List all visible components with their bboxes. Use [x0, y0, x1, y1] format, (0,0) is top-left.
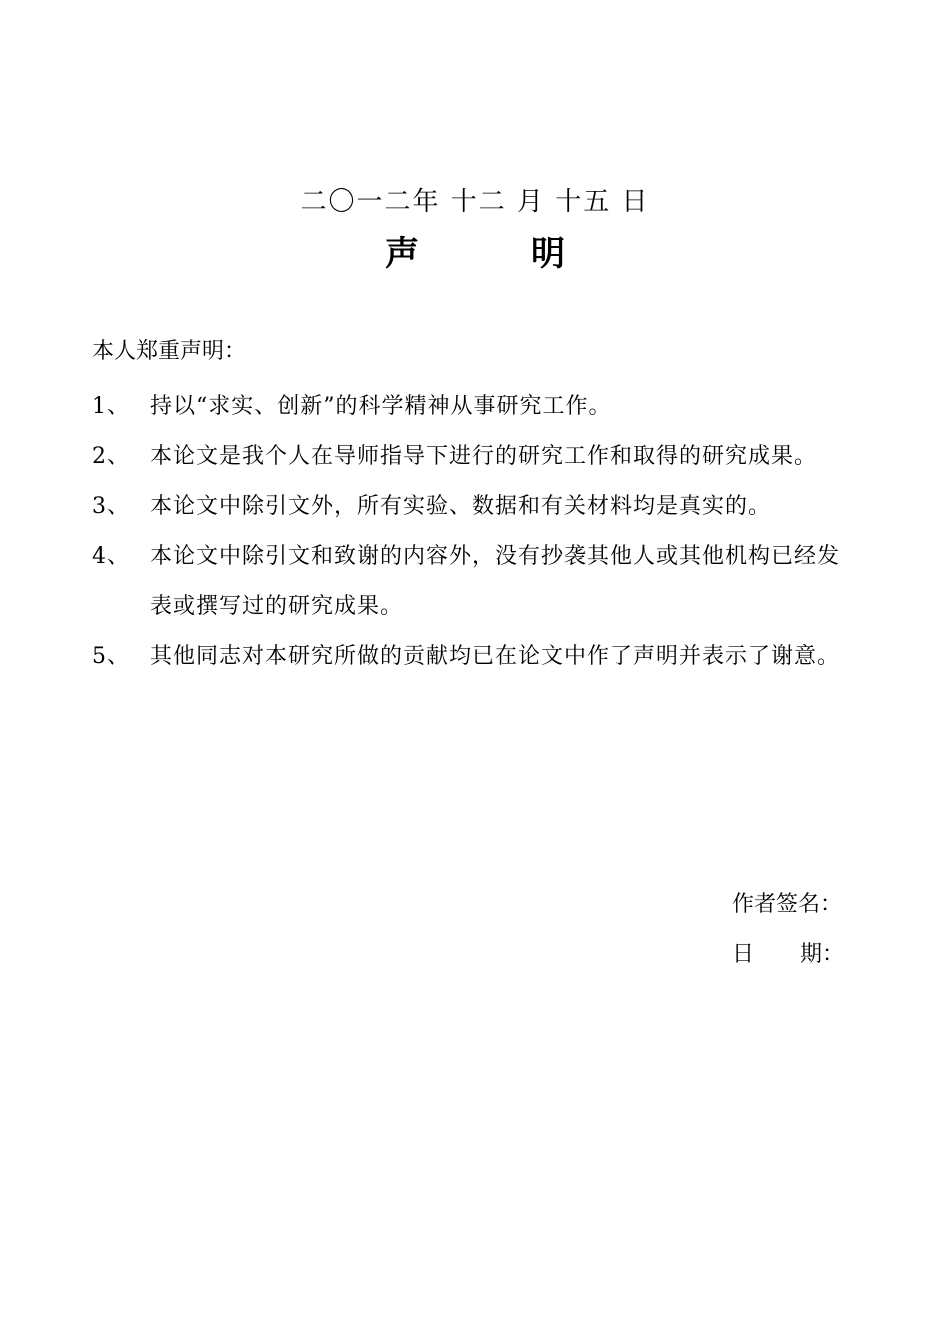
date-label-first: 日 [732, 942, 755, 967]
title-char-left: 声 [385, 234, 419, 274]
list-item [92, 382, 852, 432]
intro-statement: 本人郑重声明： [92, 339, 247, 364]
declaration-date: 二〇一二年 十二 月 十五 日 [300, 187, 650, 217]
date-label-second: 期： [800, 942, 845, 967]
item-text: 本论文中除引文和致谢的内容外，没有抄袭其他人或其他机构已经发表或撰写过的研究成果。 [150, 544, 841, 619]
declaration-list [92, 382, 852, 682]
list-item [92, 482, 852, 532]
list-item [92, 432, 852, 482]
signature-block [732, 880, 844, 980]
title-char-right: 明 [531, 234, 565, 274]
item-number: 3、 [92, 494, 130, 519]
author-signature-label: 作者签名： [732, 892, 843, 917]
item-text: 其他同志对本研究所做的贡献均已在论文中作了声明并表示了谢意。 [150, 644, 841, 669]
item-text: 本论文中除引文外，所有实验、数据和有关材料均是真实的。 [150, 494, 772, 519]
item-text: 本论文是我个人在导师指导下进行的研究工作和取得的研究成果。 [150, 444, 818, 469]
signature-date-row [732, 930, 844, 980]
item-number: 4、 [92, 544, 130, 569]
item-text: 持以“求实、创新”的科学精神从事研究工作。 [150, 394, 612, 419]
list-item [92, 632, 852, 682]
page-title [0, 230, 950, 278]
list-item [92, 532, 852, 632]
item-number: 1、 [92, 394, 130, 419]
item-number: 5、 [92, 644, 130, 669]
item-number: 2、 [92, 444, 130, 469]
